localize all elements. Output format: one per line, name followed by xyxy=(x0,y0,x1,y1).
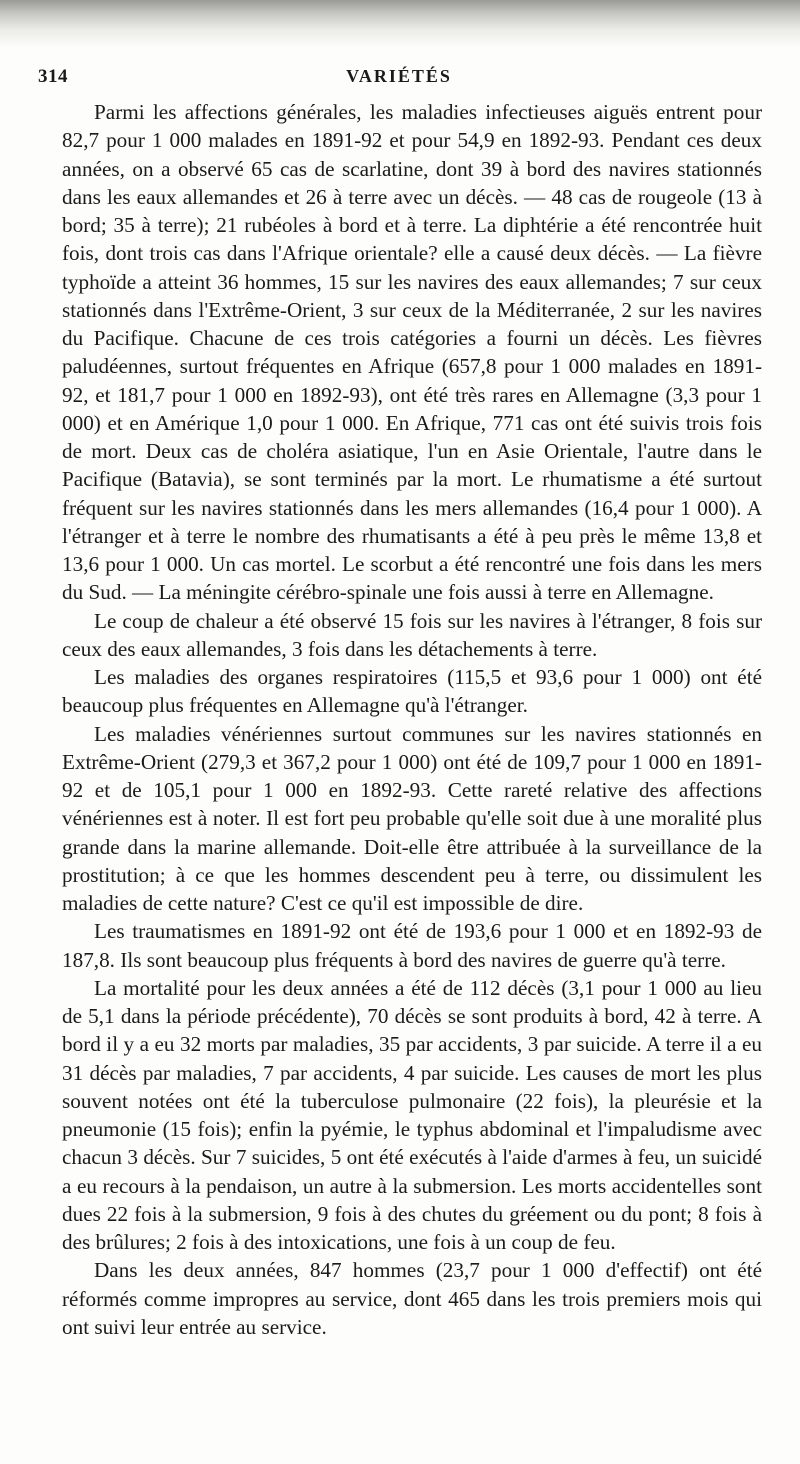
page-top-shadow xyxy=(0,0,800,48)
paragraph-respiratory: Les maladies des organes respiratoires (115,5 et 93,6 pour 1 000) ont été beaucoup plus fréquentes en Allemagne qu'à l'étranger. xyxy=(62,665,762,718)
paragraph-venereal: Les maladies vénériennes surtout communes sur les navires stationnés en Extrême-Orient (279,3 et 367,2 pour 1 000) ont été de 109,7 pour 1 000 en 1891-92 et de 105,1 pour 1 000 en 1892-93. Cette rareté relative des affections vénériennes est à noter. Il est fort peu probable qu'elle soit due à une moralité plus grande dans la marine allemande. Doit-elle être attribuée à la surveillance de la prostitution; à ce que les hommes descendent peu à terre, ou dissimulent les maladies de cette nature? C'est ce qu'il est impossible de dire. xyxy=(62,721,762,915)
page-number: 314 xyxy=(38,66,68,87)
paragraph-discharges: Dans les deux années, 847 hommes (23,7 pour 1 000 d'effectif) ont été réformés comme impropres au service, dont 465 dans les trois premiers mois qui ont suivi leur entrée au service. xyxy=(62,1258,762,1339)
paragraph-infectious-diseases: Parmi les affections générales, les maladies infectieuses aiguës entrent pour 82,7 pour 1 000 malades en 1891-92 et pour 54,9 en 1892-93. Pendant ces deux années, on a observé 65 cas de scarlatine, dont 39 à bord des navires stationnés dans les eaux allemandes et 26 à terre avec un décès. — 48 cas de rougeole (13 à bord; 35 à terre); 21 rubéoles à bord et à terre. La diphtérie a été rencontrée huit fois, dont trois cas dans l'Afrique orientale? elle a causé deux décès. — La fièvre typhoïde a atteint 36 hommes, 15 sur les navires des eaux allemandes; 7 sur ceux stationnés dans l'Extrême-Orient, 3 sur ceux de la Méditerranée, 2 sur les navires du Pacifique. Chacune de ces trois catégories a fourni un décès. Les fièvres paludéennes, surtout fréquentes en Afrique (657,8 pour 1 000 malades en 1891-92, et 181,7 pour 1 000 en 1892-93), ont été très rares en Allemagne (3,3 pour 1 000) et en Amérique 1,0 pour 1 000. En Afrique, 771 cas ont été suivis trois fois de mort. Deux cas de choléra asiatique, l'un en Asie Orientale, l'autre dans le Pacifique (Batavia), se sont terminés par la mort. Le rhumatisme a été surtout fréquent sur les navires stationnés dans les mers allemandes (16,4 pour 1 000). A l'étranger et à terre le nombre des rhumatisants a été à peu près le même 13,8 et 13,6 pour 1 000. Un cas mortel. Le scorbut a été rencontré une fois dans les mers du Sud. — La méningite cérébro-spinale une fois aussi à terre en Allemagne. xyxy=(62,100,762,605)
paragraph-mortality: La mortalité pour les deux années a été de 112 décès (3,1 pour 1 000 au lieu de 5,1 dans la période précédente), 70 décès se sont produits à bord, 42 à terre. A bord il y a eu 32 morts par maladies, 35 par accidents, 3 par suicide. A terre il a eu 31 décès par maladies, 7 par accidents, 4 par suicide. Les causes de mort les plus souvent notées ont été la tuberculose pulmonaire (22 fois), la pleurésie et la pneumonie (15 fois); enfin la pyémie, le typhus abdominal et l'impaludisme avec chacun 3 décès. Sur 7 suicides, 5 ont été exécutés à l'aide d'armes à feu, un suicidé a eu recours à la pendaison, un autre à la submersion. Les morts accidentelles sont dues 22 fois à la submersion, 9 fois à des chutes du gréement ou du pont; 8 fois à des brûlures; 2 fois à des intoxications, une fois à un coup de feu. xyxy=(62,975,762,1254)
page-header xyxy=(38,66,760,96)
paragraph-heat-stroke: Le coup de chaleur a été observé 15 fois sur les navires à l'étranger, 8 fois sur ceux des eaux allemandes, 3 fois dans les détachements à terre. xyxy=(62,608,762,661)
paragraph-trauma: Les traumatismes en 1891-92 ont été de 193,6 pour 1 000 et en 1892-93 de 187,8. Ils sont beaucoup plus fréquents à bord des navires de guerre qu'à terre. xyxy=(62,919,762,972)
body-text xyxy=(62,98,762,1341)
running-head: VARIÉTÉS xyxy=(346,66,452,86)
